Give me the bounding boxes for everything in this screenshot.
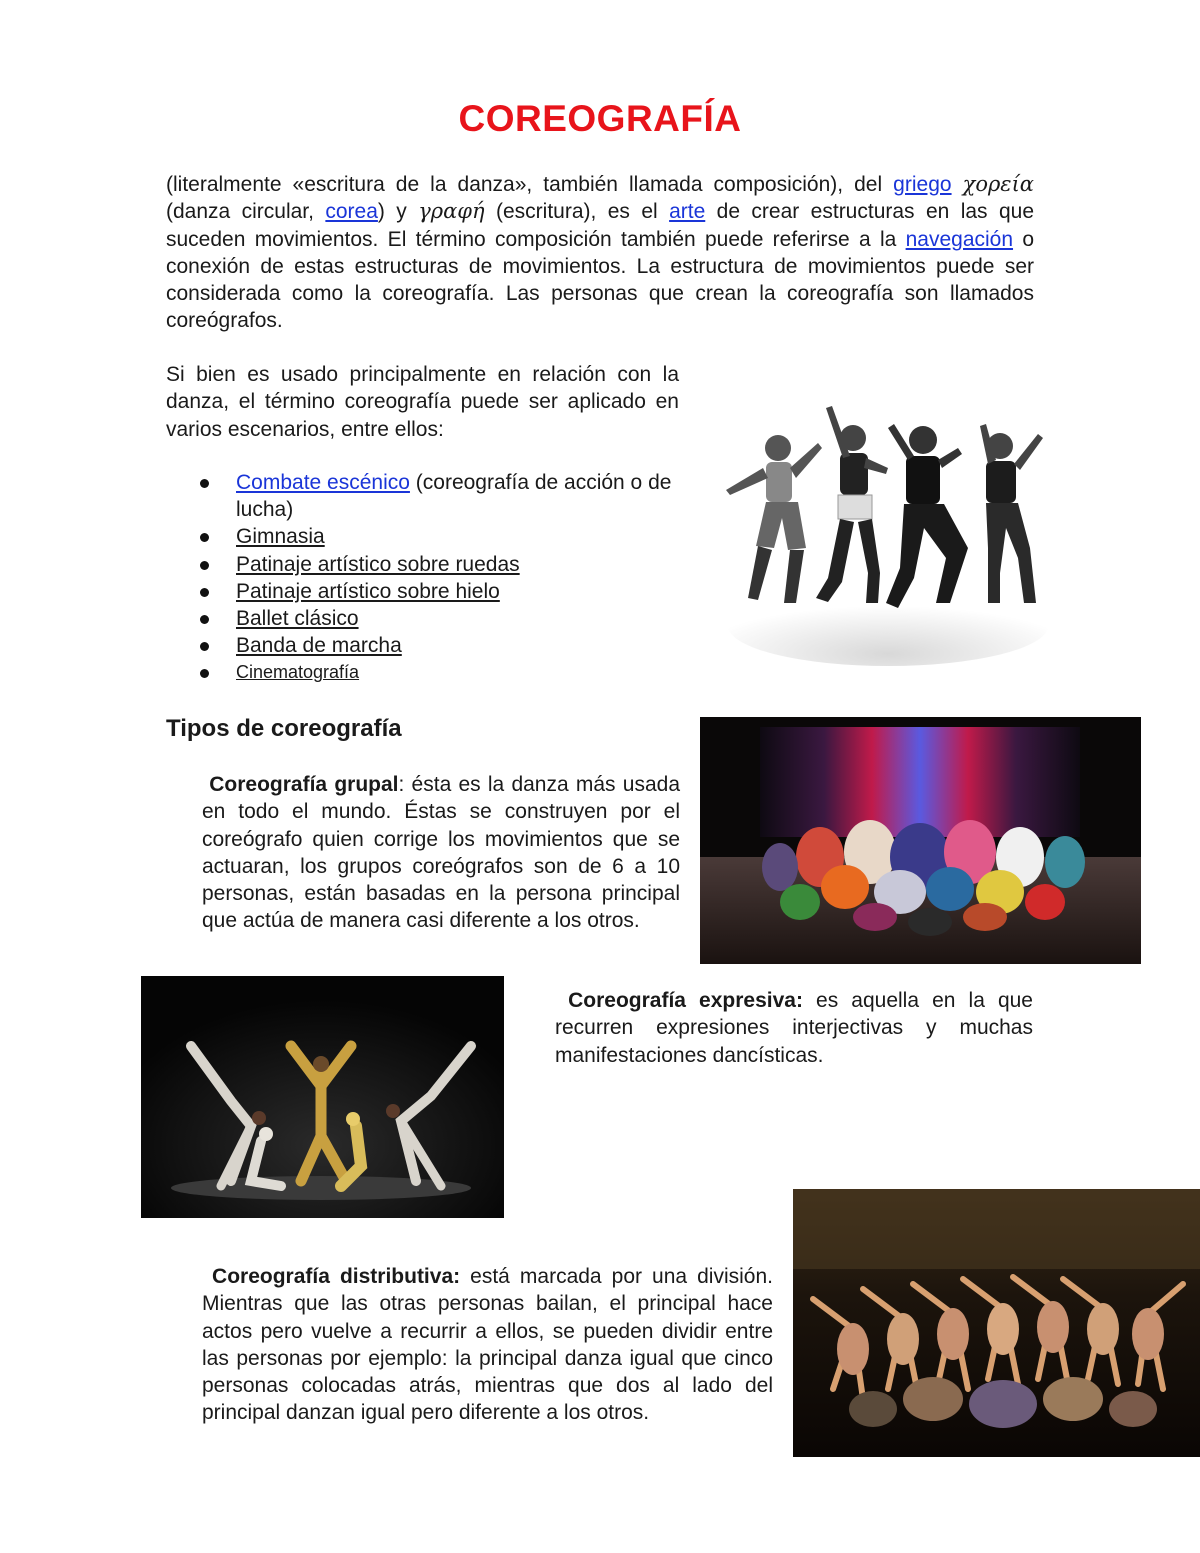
link-gimnasia[interactable]: Gimnasia xyxy=(236,525,325,549)
bullet-icon xyxy=(200,533,209,542)
grupal-label: Coreografía grupal xyxy=(209,773,399,796)
intro-text-3: ) y xyxy=(377,200,419,224)
list-item xyxy=(200,551,680,578)
bullet-icon xyxy=(200,561,209,570)
intro-text-5: de crear estructuras en las que suceden movimientos. El término composición también puede referirse a la xyxy=(166,200,1034,251)
list-item xyxy=(200,578,680,605)
grupal-text: : ésta es la danza más usada en todo el mundo. Éstas se construyen por el coreógrafo quien corrige los movimientos que se actuaran, los grupos coreógrafos son de 6 a 10 personas, están basadas en la persona principal que actúa de manera casi diferente a los otros. xyxy=(202,773,680,933)
greek-term-choreia: χορεία xyxy=(962,172,1034,196)
bullet-icon xyxy=(200,642,209,651)
bullet-icon xyxy=(200,588,209,597)
hip-hop-dancers-image xyxy=(718,398,1048,668)
group-stage-dance-image xyxy=(700,717,1141,964)
link-patinaje-hielo[interactable]: Patinaje artístico sobre hielo xyxy=(236,579,500,603)
intro-paragraph xyxy=(166,171,1034,335)
list-item xyxy=(200,523,680,550)
link-navegacion[interactable]: navegación xyxy=(905,227,1014,251)
types-heading: Tipos de coreografía xyxy=(166,715,402,742)
bullet-icon xyxy=(200,669,209,678)
greek-term-graphe: γραφή xyxy=(418,199,485,224)
link-patinaje-ruedas[interactable]: Patinaje artístico sobre ruedas xyxy=(236,552,520,576)
link-cinematografia[interactable]: Cinematografía xyxy=(236,662,360,683)
group-stage-dance-illustration xyxy=(700,717,1141,964)
intro-text-6: o conexión de estas estructuras de movimientos. La estructura de movimientos puede ser considerada como la coreografía. Las personas que crean la coreografía son llamados coreógrafos. xyxy=(166,227,1035,333)
list-item xyxy=(200,605,680,632)
link-arte[interactable]: arte xyxy=(669,200,706,224)
distributiva-paragraph xyxy=(202,1263,773,1427)
list-item-text: (coreografía de acción o de lucha) xyxy=(236,471,672,522)
distributiva-label: Coreografía distributiva: xyxy=(212,1265,461,1288)
link-ballet-clasico[interactable]: Ballet clásico xyxy=(236,607,359,631)
hip-hop-dancers-illustration xyxy=(718,398,1048,668)
applications-list xyxy=(200,469,680,687)
list-item xyxy=(200,659,680,686)
expresiva-text: es aquella en la que recurren expresiones interjectivas y muchas manifestaciones dancísticas. xyxy=(555,989,1033,1067)
ballet-ensemble-illustration xyxy=(141,976,504,1218)
expresiva-paragraph xyxy=(555,987,1033,1069)
link-corea[interactable]: corea xyxy=(325,200,378,224)
intro-text-4: (escritura), es el xyxy=(484,200,670,224)
tribal-group-dance-illustration xyxy=(793,1189,1200,1457)
distributiva-text: está marcada por una división. Mientras que las otras personas bailan, el principal hace actos pero vuelve a recurrir a ellos, se pueden dividir entre las personas por ejemplo: la principal danza igual que cinco personas colocadas atrás, mientras que dos al lado del principal danzan igual pero diferente a los otros. xyxy=(202,1265,773,1425)
page-title: COREOGRAFÍA xyxy=(458,98,742,139)
tribal-group-dance-image xyxy=(793,1189,1200,1457)
bullet-icon xyxy=(200,615,209,624)
grupal-paragraph xyxy=(202,771,680,935)
bullet-icon xyxy=(200,479,209,488)
expresiva-label: Coreografía expresiva: xyxy=(568,989,803,1012)
list-item xyxy=(200,469,680,523)
link-combate-escenico[interactable]: Combate escénico xyxy=(236,471,410,494)
list-item xyxy=(200,632,680,659)
intro-text-2: (danza circular, xyxy=(166,200,326,224)
link-banda-marcha[interactable]: Banda de marcha xyxy=(236,634,402,658)
link-griego[interactable]: griego xyxy=(893,173,952,196)
intro-text-1: (literalmente «escritura de la danza», también llamada composición), del xyxy=(166,173,894,196)
ballet-ensemble-image xyxy=(141,976,504,1218)
usage-paragraph: Si bien es usado principalmente en relación con la danza, el término coreografía puede ser aplicado en varios escenarios, entre ellos: xyxy=(166,363,679,441)
